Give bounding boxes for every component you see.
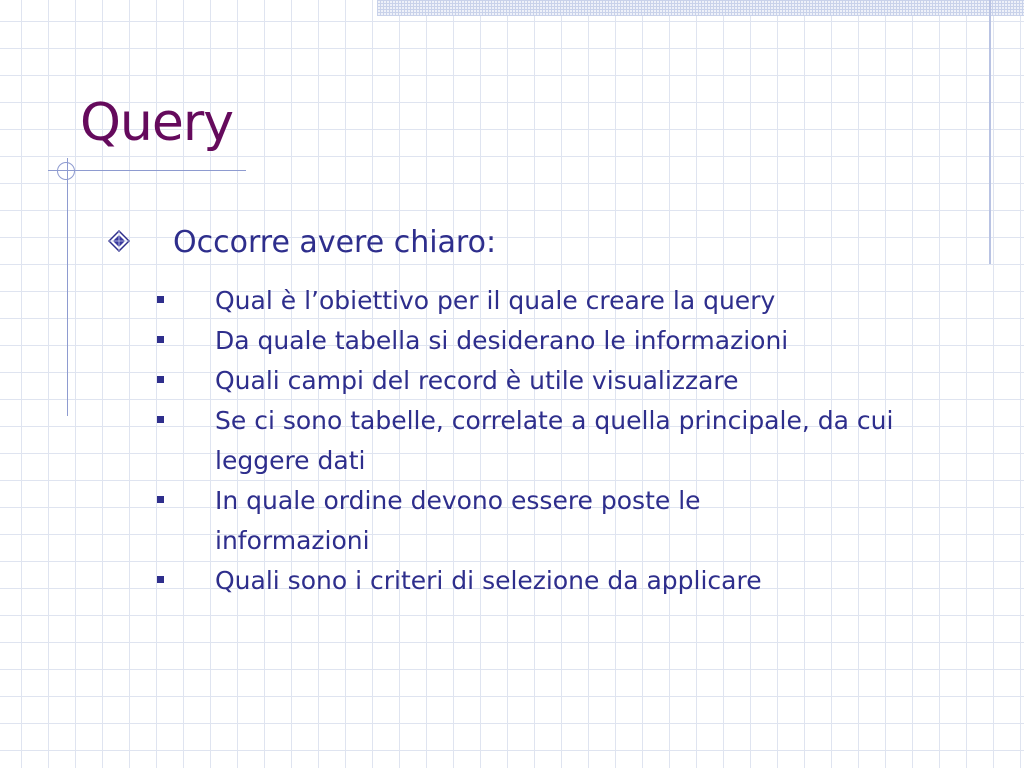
corner-circle-ornament [57, 162, 75, 180]
right-decorative-line [989, 0, 991, 264]
list-item [157, 321, 957, 361]
list-item-text: Quali sono i criteri di selezione da applicare [215, 566, 762, 595]
level1-heading: Occorre avere chiaro: [173, 225, 497, 260]
list-item [157, 401, 957, 481]
left-decorative-line [67, 158, 68, 416]
list-item-text: Se ci sono tabelle, correlate a quella principale, da cui leggere dati [215, 406, 894, 475]
diamond-bullet-icon [108, 230, 130, 252]
list-item [157, 481, 957, 561]
bullet-list [157, 281, 957, 601]
list-item-text: Da quale tabella si desiderano le informazioni [215, 326, 789, 355]
square-bullet-icon [157, 496, 164, 503]
list-item-text: In quale ordine devono essere poste le informazioni [215, 486, 701, 555]
square-bullet-icon [157, 296, 164, 303]
list-item [157, 361, 957, 401]
list-item [157, 561, 957, 601]
square-bullet-icon [157, 576, 164, 583]
top-decorative-band [377, 0, 1024, 16]
square-bullet-icon [157, 336, 164, 343]
list-item [157, 281, 957, 321]
slide-title: Query [80, 93, 234, 153]
square-bullet-icon [157, 376, 164, 383]
square-bullet-icon [157, 416, 164, 423]
list-item-text: Quali campi del record è utile visualizzare [215, 366, 739, 395]
title-underline [48, 170, 246, 171]
list-item-text: Qual è l’obiettivo per il quale creare la query [215, 286, 776, 315]
